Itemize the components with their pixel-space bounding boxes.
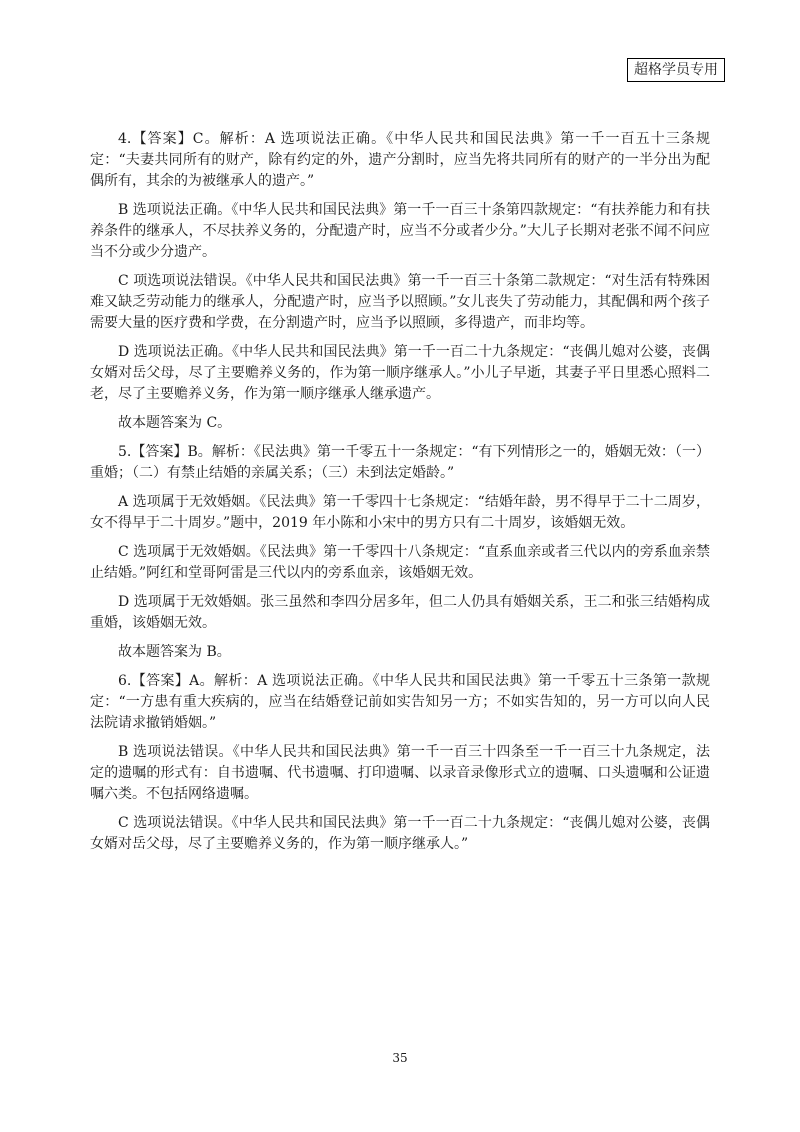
paragraph-q6-option-c: C 选项说法错误。《中华人民共和国民法典》第一千一百二十九条规定：“丧偶儿媳对公婆，丧偶女婿对岳父母，尽了主要赡养义务的，作为第一顺序继承人。”	[90, 815, 710, 852]
paragraph-q4-option-b: B 选项说法正确。《中华人民共和国民法典》第一千一百三十条第四款规定：“有扶养能力和有扶养条件的继承人，不尽扶养义务的，分配遗产时，应当不分或者少分。”大儿子长期对老张不闻不问应当不分或少分遗产。	[90, 202, 710, 260]
paragraph-q4-option-c: C 项选项说法错误。《中华人民共和国民法典》第一千一百三十条第二款规定：“对生活有特殊困难又缺乏劳动能力的继承人，分配遗产时，应当予以照顾。”女儿丧失了劳动能力，其配偶和两个孩子需要大量的医疗费和学费，在分割遗产时，应当予以照顾，多得遗产，而非均等。	[90, 273, 710, 331]
paragraph-q5-conclusion: 故本题答案为 B。	[118, 644, 231, 660]
paragraph-q5-option-a: A 选项属于无效婚姻。《民法典》第一千零四十七条规定：“结婚年龄，男不得早于二十二周岁，女不得早于二十周岁。”题中，2019 年小陈和小宋中的男方只有二十周岁，该婚姻无效。	[90, 494, 710, 531]
answer-content	[90, 129, 710, 863]
paragraph-q5-option-c: C 选项属于无效婚姻。《民法典》第一千零四十八条规定：“直系血亲或者三代以内的旁系血亲禁止结婚。”阿红和堂哥阿雷是三代以内的旁系血亲，该婚姻无效。	[90, 544, 710, 581]
paragraph-q4-option-d: D 选项说法正确。《中华人民共和国民法典》第一千一百二十九条规定：“丧偶儿媳对公婆，丧偶女婿对岳父母，尽了主要赡养义务的，作为第一顺序继承人。”小儿子早逝，其妻子平日里悉心照料二老，尽了主要赡养义务，作为第一顺序继承人继承遗产。	[90, 344, 710, 402]
paragraph-q4-conclusion: 故本题答案为 C。	[118, 415, 232, 431]
page-number: 35	[392, 1051, 408, 1065]
exclusive-badge: 超格学员专用	[627, 58, 725, 82]
paragraph-q6-answer: 6.【答案】A。解析：A 选项说法正确。《中华人民共和国民法典》第一千零五十三条第一款规定：“一方患有重大疾病的，应当在结婚登记前如实告知另一方；不如实告知的，另一方可以向人民法院请求撤销婚姻。”	[90, 673, 710, 731]
paragraph-q4-answer: 4.【答案】C。解析：A 选项说法正确。《中华人民共和国民法典》第一千一百五十三条规定：“夫妻共同所有的财产，除有约定的外，遗产分割时，应当先将共同所有的财产的一半分出为配偶所有，其余的为被继承人的遗产。”	[90, 131, 710, 189]
paragraph-q5-option-d: D 选项属于无效婚姻。张三虽然和李四分居多年，但二人仍具有婚姻关系，王二和张三结婚构成重婚，该婚姻无效。	[90, 594, 710, 631]
paragraph-q6-option-b: B 选项说法错误。《中华人民共和国民法典》第一千一百三十四条至一千一百三十九条规定，法定的遗嘱的形式有：自书遗嘱、代书遗嘱、打印遗嘱、以录音录像形式立的遗嘱、口头遗嘱和公证遗嘱六类。不包括网络遗嘱。	[90, 744, 710, 802]
paragraph-q5-answer: 5.【答案】B。解析：《民法典》第一千零五十一条规定：“有下列情形之一的，婚姻无效：（一）重婚；（二）有禁止结婚的亲属关系；（三）未到法定婚龄。”	[90, 444, 710, 481]
